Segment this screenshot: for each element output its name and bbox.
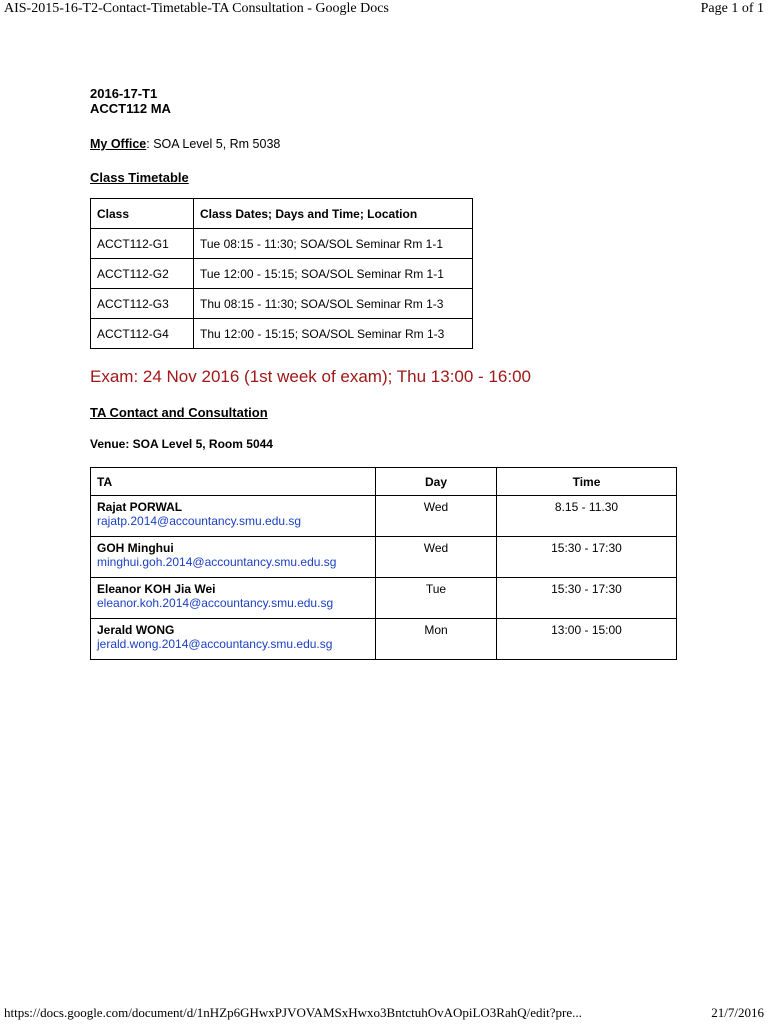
course-heading: ACCT112 MA bbox=[90, 101, 171, 116]
document-body bbox=[90, 86, 680, 660]
office-label: My Office bbox=[90, 137, 147, 151]
table-row bbox=[91, 289, 473, 319]
table-row bbox=[91, 259, 473, 289]
class-code: ACCT112-G4 bbox=[91, 319, 194, 349]
ta-contact-title: TA Contact and Consultation bbox=[90, 405, 268, 420]
header-schedule: Class Dates; Days and Time; Location bbox=[194, 199, 473, 229]
venue-line: Venue: SOA Level 5, Room 5044 bbox=[90, 437, 273, 451]
table-row bbox=[91, 619, 677, 660]
ta-name: GOH Minghui bbox=[97, 541, 174, 555]
class-schedule: Tue 08:15 - 11:30; SOA/SOL Seminar Rm 1-1 bbox=[194, 229, 473, 259]
class-timetable-title: Class Timetable bbox=[90, 170, 189, 185]
ta-cell bbox=[91, 619, 376, 660]
class-code: ACCT112-G1 bbox=[91, 229, 194, 259]
exam-notice: Exam: 24 Nov 2016 (1st week of exam); Thu 13:00 - 16:00 bbox=[90, 367, 531, 386]
class-schedule: Thu 12:00 - 15:15; SOA/SOL Seminar Rm 1-3 bbox=[194, 319, 473, 349]
class-timetable-table bbox=[90, 198, 473, 349]
class-code: ACCT112-G3 bbox=[91, 289, 194, 319]
ta-time: 13:00 - 15:00 bbox=[497, 619, 677, 660]
table-row bbox=[91, 229, 473, 259]
class-schedule: Thu 08:15 - 11:30; SOA/SOL Seminar Rm 1-3 bbox=[194, 289, 473, 319]
ta-email-link[interactable]: minghui.goh.2014@accountancy.smu.edu.sg bbox=[97, 555, 337, 569]
table-row bbox=[91, 496, 677, 537]
header-day: Day bbox=[376, 468, 497, 496]
table-row bbox=[91, 319, 473, 349]
class-code: ACCT112-G2 bbox=[91, 259, 194, 289]
ta-cell bbox=[91, 496, 376, 537]
ta-email-link[interactable]: jerald.wong.2014@accountancy.smu.edu.sg bbox=[97, 637, 333, 651]
page-indicator: Page 1 of 1 bbox=[700, 1, 764, 16]
ta-name: Rajat PORWAL bbox=[97, 500, 183, 514]
ta-time: 15:30 - 17:30 bbox=[497, 537, 677, 578]
header-time: Time bbox=[497, 468, 677, 496]
table-header-row bbox=[91, 468, 677, 496]
ta-day: Mon bbox=[376, 619, 497, 660]
ta-day: Wed bbox=[376, 537, 497, 578]
ta-consultation-table bbox=[90, 467, 677, 660]
print-header-title: AIS-2015-16-T2-Contact-Timetable-TA Consultation - Google Docs bbox=[4, 1, 389, 16]
print-footer bbox=[0, 1004, 768, 1024]
office-line bbox=[90, 137, 680, 151]
term-heading: 2016-17-T1 bbox=[90, 86, 158, 101]
table-row bbox=[91, 578, 677, 619]
footer-date: 21/7/2016 bbox=[711, 1005, 764, 1020]
table-header-row bbox=[91, 199, 473, 229]
office-value: : SOA Level 5, Rm 5038 bbox=[146, 137, 281, 151]
print-header bbox=[0, 0, 768, 22]
class-schedule: Tue 12:00 - 15:15; SOA/SOL Seminar Rm 1-1 bbox=[194, 259, 473, 289]
table-row bbox=[91, 537, 677, 578]
ta-name: Jerald WONG bbox=[97, 623, 175, 637]
ta-time: 15:30 - 17:30 bbox=[497, 578, 677, 619]
ta-day: Wed bbox=[376, 496, 497, 537]
header-ta: TA bbox=[91, 468, 376, 496]
ta-day: Tue bbox=[376, 578, 497, 619]
header-class: Class bbox=[91, 199, 194, 229]
ta-cell bbox=[91, 537, 376, 578]
ta-email-link[interactable]: rajatp.2014@accountancy.smu.edu.sg bbox=[97, 514, 302, 528]
footer-url: https://docs.google.com/document/d/1nHZp6GHwxPJVOVAMSxHwxo3BntctuhOvAOpiLO3RahQ/edit?pre... bbox=[4, 1005, 582, 1020]
ta-email-link[interactable]: eleanor.koh.2014@accountancy.smu.edu.sg bbox=[97, 596, 334, 610]
ta-cell bbox=[91, 578, 376, 619]
ta-name: Eleanor KOH Jia Wei bbox=[97, 582, 216, 596]
ta-time: 8.15 - 11.30 bbox=[497, 496, 677, 537]
